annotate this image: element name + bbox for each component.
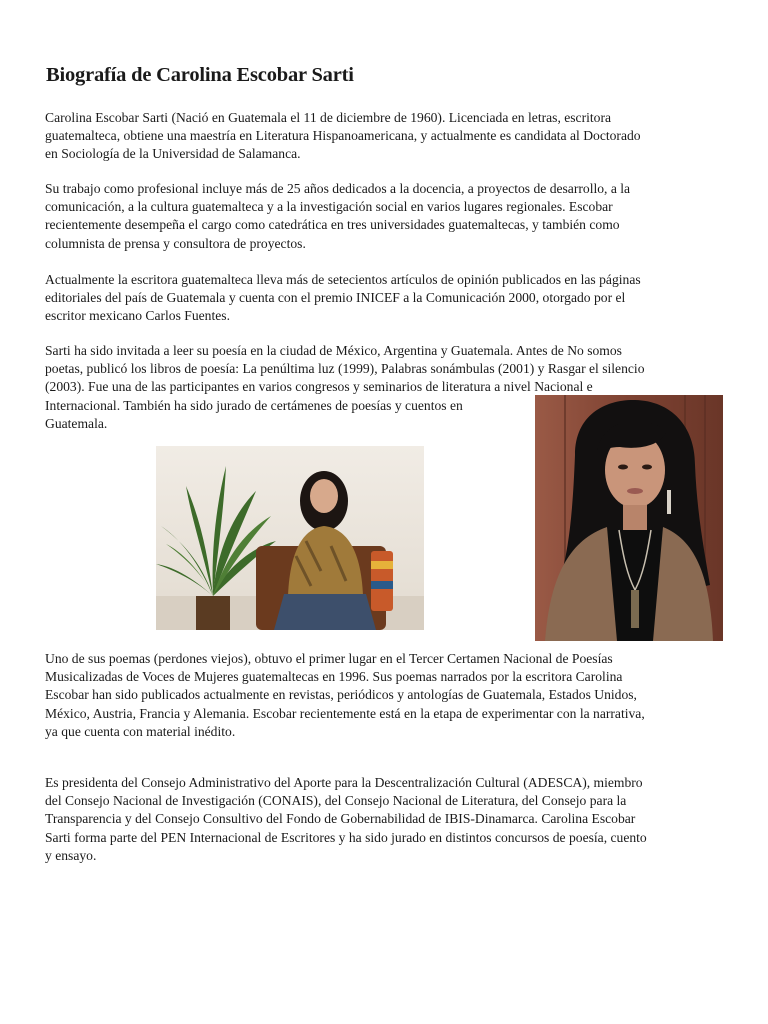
text-line: poetas, publicó los libros de poesía: La penúltima luz (1999), Palabras sonámbulas (2001) y Rasgar el silencio	[45, 361, 645, 377]
text-line: Uno de sus poemas (perdones viejos), obtuvo el primer lugar en el Tercer Certamen Nacional de Poesías	[45, 651, 613, 666]
seated-woman-photo	[156, 446, 424, 630]
text-line: Internacional. También ha sido jurado de certámenes de poesías y cuentos en	[45, 397, 463, 413]
text-line: escritor mexicano Carlos Fuentes.	[45, 308, 230, 324]
text-line: recientemente desempeña el cargo como catedrática en tres universidades guatemaltecas, y también como	[45, 217, 620, 233]
text-line: Actualmente la escritora guatemalteca lleva más de setecientos artículos de opinión publicados en las páginas	[45, 272, 641, 287]
text-line: Musicalizadas de Voces de Mujeres guatemaltecas en 1996. Sus poemas narrados por la escritora Carolina	[45, 669, 623, 685]
text-line: Carolina Escobar Sarti (Nació en Guatemala el 11 de diciembre de 1960). Licenciada en letras, escritora	[45, 110, 612, 125]
text-line: guatemalteca, obtiene una maestría en Literatura Hispanoamericana, y actualmente es candidata al Doctorado	[45, 128, 641, 144]
paragraph-intro	[45, 109, 715, 164]
text-line: Su trabajo como profesional incluye más de 25 años dedicados a la docencia, a proyectos de desarrollo, a la	[45, 181, 631, 196]
paragraph-career	[45, 180, 715, 253]
text-line: del Consejo Nacional de Investigación (CONAIS), del Consejo Nacional de Literatura, del Consejo para la	[45, 793, 627, 809]
text-line: y ensayo.	[45, 847, 97, 863]
text-line: en Sociología de la Universidad de Salamanca.	[45, 146, 301, 162]
text-line: México, Austria, Francia y Alemania. Escobar recientemente está en la etapa de experimentar con la narrativa,	[45, 705, 645, 721]
text-line: Sarti ha sido invitada a leer su poesía en la ciudad de México, Argentina y Guatemala. Antes de No somos	[45, 343, 622, 358]
paragraph-positions	[45, 774, 720, 865]
page-title: Biografía de Carolina Escobar Sarti	[46, 64, 354, 86]
text-line: columnista de prensa y consultora de proyectos.	[45, 235, 306, 251]
text-line: ya que cuenta con material inédito.	[45, 723, 236, 739]
text-line: Transparencia y del Consejo Consultivo del Fondo de Gobernabilidad de IBIS-Dinamarca. Carolina Escobar	[45, 811, 636, 827]
text-line: Sarti forma parte del PEN Internacional de Escritores y ha sido jurado en distintos concursos de poesía, cuento	[45, 829, 647, 845]
text-line: comunicación, a la cultura guatemalteca y a la investigación social en varios lugares regionales. Escobar	[45, 199, 613, 215]
text-line: Escobar han sido publicados actualmente en revistas, periódicos y antologías de Guatemala, Estados Unidos,	[45, 687, 637, 703]
text-line: editoriales del país de Guatemala y cuenta con el premio INICEF a la Comunicación 2000, otorgado por el	[45, 290, 626, 306]
paragraph-articles	[45, 271, 715, 326]
paragraph-awards	[45, 650, 720, 741]
text-line: (2003). Fue una de las participantes en varios congresos y seminarios de literatura a nivel Nacional e	[45, 379, 593, 395]
text-line: Es presidenta del Consejo Administrativo del Aporte para la Descentralización Cultural (ADESCA), miembro	[45, 775, 643, 790]
portrait-photo	[535, 395, 723, 641]
text-line: Guatemala.	[45, 415, 108, 431]
